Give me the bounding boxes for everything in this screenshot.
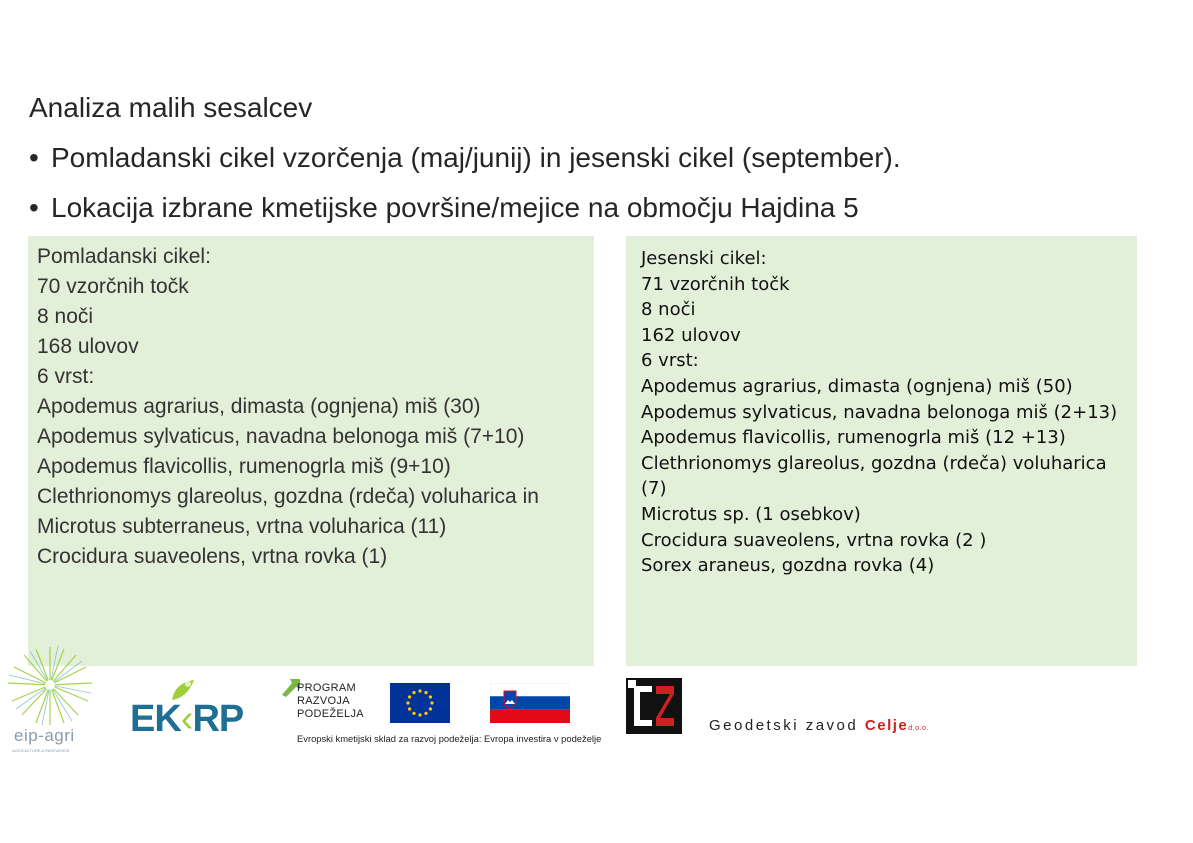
prp-line: PODEŽELJA: [297, 708, 364, 720]
bullet-text: Pomladanski cikel vzorčenja (maj/junij) in jesenski cikel (september).: [51, 142, 901, 173]
prp-caption: Evropski kmetijski sklad za razvoj podeželja: Evropa investira v podeželje: [297, 733, 602, 744]
spring-cycle-box: [28, 236, 594, 666]
gz-city: Celje: [864, 717, 909, 734]
bullet-text: Lokacija izbrane kmetijske površine/mejice na območju Hajdina 5: [51, 192, 859, 223]
gz-logo-icon: [626, 678, 682, 734]
autumn-line: 162 ulovov: [641, 324, 741, 346]
autumn-line: 71 vzorčnih točk: [641, 273, 790, 295]
slide-title: Analiza malih sesalcev: [29, 92, 313, 123]
spring-line: 6 vrst:: [37, 365, 95, 388]
spring-line: Apodemus agrarius, dimasta (ognjena) miš (30): [37, 395, 481, 418]
autumn-line: Clethrionomys glareolus, gozdna (rdeča) voluharica (7): [641, 452, 1107, 500]
spring-line: Pomladanski cikel:: [37, 245, 211, 268]
spring-line: Crocidura suaveolens, vrtna rovka (1): [37, 545, 388, 568]
eu-flag-icon: [390, 683, 450, 723]
autumn-line: 6 vrst:: [641, 350, 699, 372]
ekrp-divider: ‹: [180, 698, 193, 740]
autumn-line: Apodemus flavicollis, rumenogrla miš (12 +13): [641, 427, 1066, 449]
ekrp-right: RP: [192, 698, 244, 740]
spring-line: 168 ulovov: [37, 335, 139, 358]
eip-agri-wordmark: eip-agri: [14, 726, 75, 745]
autumn-line: Jesenski cikel:: [641, 248, 767, 269]
autumn-line: Apodemus agrarius, dimasta (ognjena) miš (50): [641, 375, 1073, 397]
bullet-dot: •: [29, 192, 39, 223]
autumn-line: Crocidura suaveolens, vrtna rovka (2 ): [641, 529, 987, 551]
spring-line: 70 vzorčnih točk: [37, 275, 189, 298]
ekrp-logo: [130, 698, 243, 741]
eip-agri-subtitle: AGRICULTURE & INNOVATION: [12, 748, 70, 753]
spring-line: 8 noči: [37, 305, 94, 328]
spring-line: Apodemus sylvaticus, navadna belonoga miš (7+10): [37, 425, 525, 448]
autumn-cycle-box: [626, 236, 1137, 666]
autumn-line: Microtus sp. (1 osebkov): [641, 503, 861, 525]
bullet-sampling-cycles: [29, 142, 901, 174]
autumn-line: Sorex araneus, gozdna rovka (4): [641, 555, 935, 577]
bullet-dot: •: [29, 142, 39, 173]
spring-line: Clethrionomys glareolus, gozdna (rdeča) voluharica in: [37, 485, 539, 508]
spring-line: Microtus subterraneus, vrtna voluharica (11): [37, 515, 447, 538]
slovenia-flag-icon: [490, 683, 570, 723]
gz-wordmark: [709, 717, 929, 734]
autumn-line: 8 noči: [641, 299, 696, 321]
gz-name: Geodetski zavod: [709, 717, 859, 734]
autumn-line: Apodemus sylvaticus, navadna belonoga miš (2+13): [641, 401, 1118, 423]
spring-line: Apodemus flavicollis, rumenogrla miš (9+10): [37, 455, 451, 478]
bullet-location: [29, 192, 859, 224]
prp-logo-text: [297, 682, 364, 721]
ekrp-left: EK: [130, 698, 181, 740]
prp-line: PROGRAM: [297, 682, 356, 694]
prp-line: RAZVOJA: [297, 695, 350, 707]
gz-suffix: d.o.o.: [908, 725, 929, 732]
